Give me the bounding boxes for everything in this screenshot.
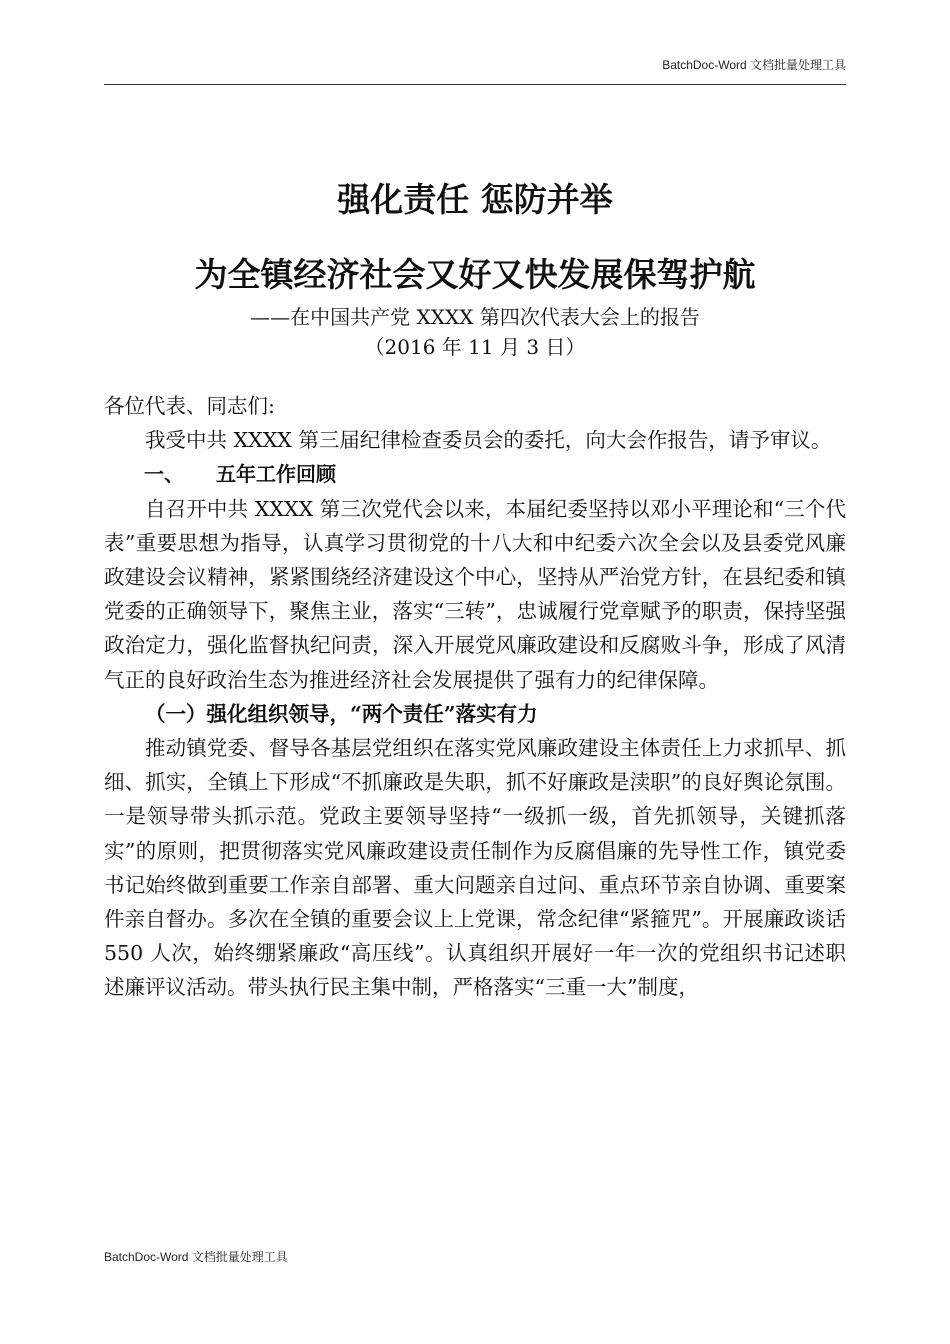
document-body	[104, 180, 846, 1005]
header-rule	[104, 84, 846, 85]
section-paragraph: 自召开中共 XXXX 第三次党代会以来，本届纪委坚持以邓小平理论和“三个代表”重要思想为指导，认真学习贯彻党的十八大和中纪委六次全会以及县委党风廉政建设会议精神，紧紧围绕经济建设这个中心，坚持从严治党方针，在县纪委和镇党委的正确领导下，聚焦主业，落实“三转”，忠诚履行党章赋予的职责，保持坚强政治定力，强化监督执纪问责，深入开展党风廉政建设和反腐败斗争，形成了风清气正的良好政治生态为推进经济社会发展提供了强有力的纪律保障。	[104, 496, 846, 692]
page-footer: BatchDoc-Word 文档批量处理工具	[104, 1250, 288, 1264]
section-heading	[104, 457, 846, 491]
salutation: 各位代表、同志们:	[104, 394, 275, 418]
document-title-line1: 强化责任 惩防并举	[337, 180, 613, 219]
document-subtitle: ——在中国共产党 XXXX 第四次代表大会上的报告	[250, 305, 700, 329]
subsection-heading: （一）强化组织领导，“两个责任”落实有力	[145, 701, 538, 726]
page-header	[104, 56, 846, 86]
section-title: 五年工作回顾	[216, 462, 336, 487]
section-number: 一、	[144, 462, 184, 487]
document-title-line2: 为全镇经济社会又好又快发展保驾护航	[194, 255, 756, 294]
document-date: （2016 年 11 月 3 日）	[364, 335, 586, 359]
header-text: BatchDoc-Word 文档批量处理工具	[662, 58, 846, 72]
subsection-paragraph: 推动镇党委、督导各基层党组织在落实党风廉政建设主体责任上力求抓早、抓细、抓实，全镇上下形成“不抓廉政是失职，抓不好廉政是渎职”的良好舆论氛围。一是领导带头抓示范。党政主要领导坚持“一级抓一级，首先抓领导，关键抓落实”的原则，把贯彻落实党风廉政建设责任制作为反腐倡廉的先导性工作，镇党委书记始终做到重要工作亲自部署、重大问题亲自过问、重点环节亲自协调、重要案件亲自督办。多次在全镇的重要会议上上党课，常念纪律“紧箍咒”。开展廉政谈话 550 人次，始终绷紧廉政“高压线”。认真组织开展好一年一次的党组织书记述职述廉评议活动。带头执行民主集中制，严格落实“三重一大”制度，	[104, 736, 846, 1000]
intro-paragraph: 我受中共 XXXX 第三届纪律检查委员会的委托，向大会作报告，请予审议。	[145, 428, 832, 453]
